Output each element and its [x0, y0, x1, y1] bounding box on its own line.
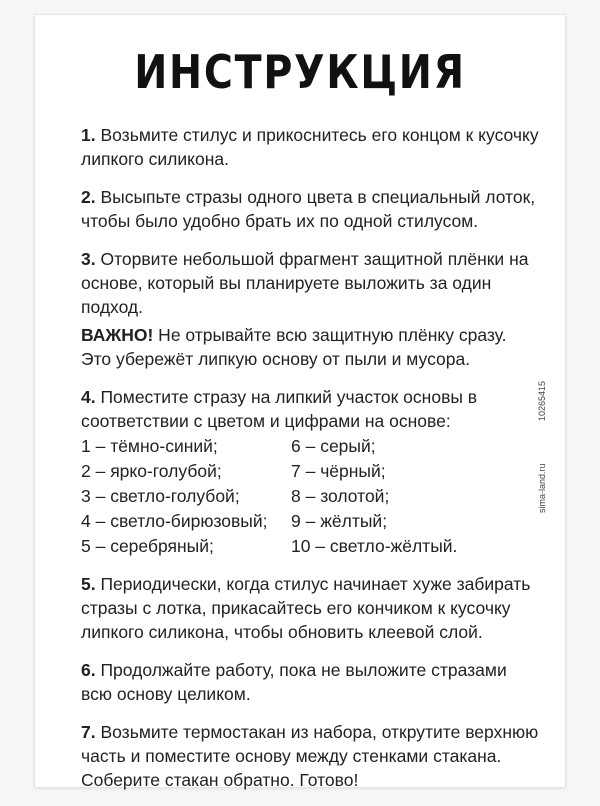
- step-number: 6.: [81, 660, 96, 680]
- step-5: [81, 572, 541, 644]
- important-label: ВАЖНО!: [81, 325, 154, 345]
- article-code: 10265415: [537, 380, 547, 421]
- site-url: sima-land.ru: [537, 463, 547, 513]
- step-number: 4.: [81, 387, 96, 407]
- color-legend-item: 6 – серый;: [291, 436, 376, 456]
- instruction-card: [34, 14, 566, 788]
- page-title: ИНСТРУКЦИЯ: [134, 45, 466, 99]
- step-6: [81, 658, 541, 706]
- step-text: Периодически, когда стилус начинает хуже забирать стразы с лотка, прикасайтесь его кончиком к кусочку липкого силикона, чтобы обновить клеевой слой.: [81, 574, 531, 642]
- color-legend-item: 4 – светло-бирюзовый;: [81, 511, 268, 531]
- color-legend: [81, 434, 541, 558]
- step-4: [81, 385, 541, 558]
- important-note: [81, 323, 541, 371]
- color-legend-item: 8 – золотой;: [291, 486, 390, 506]
- color-legend-item: 1 – тёмно-синий;: [81, 436, 218, 456]
- step-text: Поместите стразу на липкий участок основы в соответствии с цветом и цифрами на основе:: [81, 387, 478, 431]
- step-text: Возьмите стилус и прикоснитесь его концом к кусочку липкого силикона.: [81, 125, 539, 169]
- color-legend-item: 2 – ярко-голубой;: [81, 461, 222, 481]
- instructions-body: [81, 123, 541, 806]
- step-1: [81, 123, 541, 171]
- step-number: 3.: [81, 249, 96, 269]
- step-text: Возьмите термостакан из набора, открутите верхнюю часть и поместите основу между стенками стакана. Соберите стакан обратно. Готово!: [81, 722, 539, 790]
- side-print: [533, 365, 565, 515]
- step-number: 5.: [81, 574, 96, 594]
- step-number: 2.: [81, 187, 96, 207]
- step-text: Оторвите небольшой фрагмент защитной плёнки на основе, который вы планируете выложить за один подход.: [81, 249, 529, 317]
- step-text: Продолжайте работу, пока не выложите стразами всю основу целиком.: [81, 660, 507, 704]
- color-legend-item: 3 – светло-голубой;: [81, 486, 240, 506]
- important-text: Не отрывайте всю защитную плёнку сразу. Это убережёт липкую основу от пыли и мусора.: [81, 325, 507, 369]
- color-legend-item: 10 – светло-жёлтый.: [291, 536, 458, 556]
- step-number: 1.: [81, 125, 96, 145]
- color-legend-item: 9 – жёлтый;: [291, 511, 388, 531]
- color-legend-item: 5 – серебряный;: [81, 536, 214, 556]
- step-number: 7.: [81, 722, 96, 742]
- step-3: [81, 247, 541, 319]
- color-legend-item: 7 – чёрный;: [291, 461, 386, 481]
- step-text: Высыпьте стразы одного цвета в специальный лоток, чтобы было удобно брать их по одной стилусом.: [81, 187, 536, 231]
- step-7: [81, 720, 541, 792]
- step-2: [81, 185, 541, 233]
